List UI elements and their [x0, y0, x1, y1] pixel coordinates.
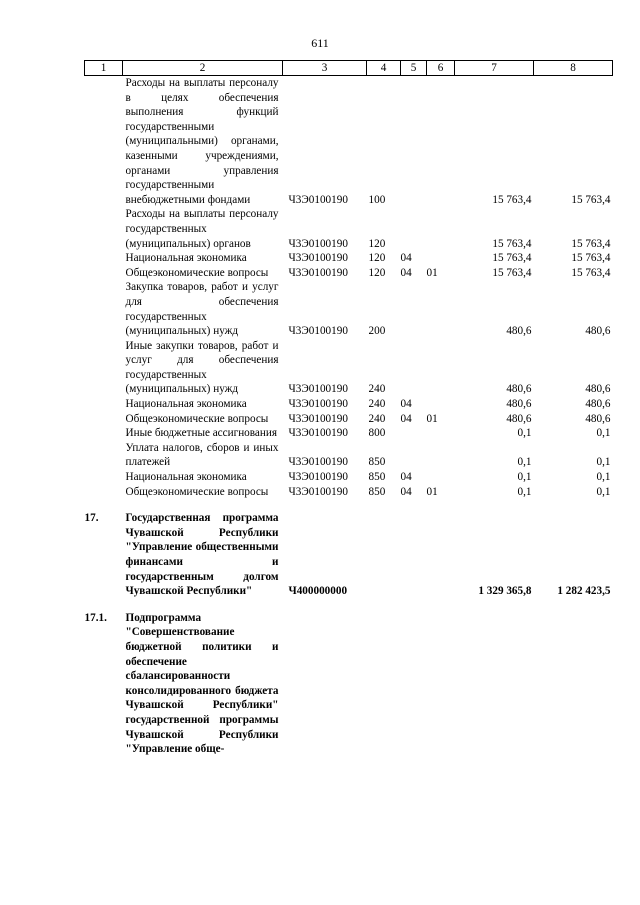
row-code: Ч3Э0100190	[288, 471, 348, 484]
row-sum-2: 15 763,4	[571, 266, 611, 279]
row-podr	[427, 397, 455, 412]
row-sum-2: 15 763,4	[571, 252, 611, 265]
row-name: Национальная экономика	[125, 471, 247, 484]
row-podr	[427, 511, 455, 599]
row-vr: 850	[368, 471, 386, 484]
row-podr: 01	[426, 266, 438, 279]
row-razd: 04	[400, 266, 412, 279]
row-name: Иные бюджетные ассигнования	[125, 427, 277, 440]
table-row	[85, 280, 613, 338]
row-code: Ч3Э0100190	[288, 485, 348, 498]
row-sum-2: 15 763,4	[571, 193, 611, 206]
row-vr: 120	[368, 237, 386, 250]
row-name: Общеэкономические вопросы	[125, 266, 269, 279]
table-row	[85, 76, 613, 208]
row-sum-2: 15 763,4	[571, 237, 611, 250]
table-row	[85, 412, 613, 427]
row-razd: 04	[400, 485, 412, 498]
row-spacer	[85, 499, 613, 511]
row-sum-1: 15 763,4	[492, 266, 532, 279]
row-razd: 04	[400, 252, 412, 265]
row-sum-1: 0,1	[517, 471, 532, 484]
row-sum-2: 0,1	[596, 485, 611, 498]
table-row	[85, 441, 613, 470]
row-podr	[427, 280, 455, 338]
row-name: Подпрограмма "Совершенствование бюджетной политики и обеспечение сбалансированности консолидированного бюджета Чувашской Республики" государственной программы Чувашской Республики "Управление обще-	[125, 611, 279, 756]
row-sum-1: 480,6	[506, 398, 532, 411]
row-sum-1: 15 763,4	[492, 252, 532, 265]
row-vr: 240	[368, 412, 386, 425]
row-vr: 100	[368, 193, 386, 206]
row-podr: 01	[426, 485, 438, 498]
row-name: Общеэкономические вопросы	[125, 485, 269, 498]
row-razd	[401, 611, 427, 757]
row-name: Государственная программа Чувашской Республики "Управление общественными финансами и государственным долгом Чувашской Республики"	[125, 512, 279, 598]
row-razd	[401, 280, 427, 338]
row-sum-2	[534, 611, 613, 757]
row-sum-1: 0,1	[517, 427, 532, 440]
row-sum-1: 1 329 365,8	[478, 585, 532, 598]
header-col-5: 5	[401, 61, 427, 76]
row-code: Ч3Э0100190	[288, 398, 348, 411]
row-podr	[427, 76, 455, 208]
row-number	[85, 251, 123, 266]
row-name: Национальная экономика	[125, 252, 247, 265]
row-podr: 01	[426, 412, 438, 425]
row-code: Ч3Э0100190	[288, 427, 348, 440]
row-number	[85, 339, 123, 397]
row-razd: 04	[400, 412, 412, 425]
row-number	[85, 470, 123, 485]
row-number	[85, 397, 123, 412]
row-code: Ч3Э0100190	[288, 237, 348, 250]
row-podr	[427, 470, 455, 485]
row-number: 17.1.	[84, 611, 107, 624]
row-razd: 04	[400, 471, 412, 484]
row-razd	[401, 441, 427, 470]
table-row	[85, 207, 613, 251]
row-code	[283, 611, 367, 757]
row-code: Ч3Э0100190	[288, 325, 348, 338]
row-number	[85, 412, 123, 427]
row-razd	[401, 426, 427, 441]
header-col-8: 8	[534, 61, 613, 76]
header-col-4: 4	[367, 61, 401, 76]
row-podr	[427, 339, 455, 397]
row-name: Общеэкономические вопросы	[125, 412, 269, 425]
row-sum-1: 480,6	[506, 383, 532, 396]
row-sum-2: 480,6	[585, 383, 611, 396]
row-sum-2: 1 282 423,5	[557, 585, 611, 598]
row-number	[85, 485, 123, 500]
table-row	[85, 470, 613, 485]
row-number: 17.	[84, 512, 99, 525]
row-razd	[401, 511, 427, 599]
row-sum-2: 480,6	[585, 398, 611, 411]
row-vr: 850	[368, 456, 386, 469]
row-code: Ч3Э0100190	[288, 193, 348, 206]
row-podr	[427, 207, 455, 251]
page-number: 611	[311, 36, 329, 50]
row-code: Ч3Э0100190	[288, 266, 348, 279]
row-name: Закупка товаров, работ и услуг для обеспечения государственных (муниципальных) нужд	[125, 281, 279, 338]
table-row	[85, 266, 613, 281]
row-razd	[401, 207, 427, 251]
table-row	[85, 397, 613, 412]
row-code: Ч3Э0100190	[288, 252, 348, 265]
row-sum-2: 0,1	[596, 456, 611, 469]
row-sum-2: 480,6	[585, 412, 611, 425]
row-podr	[427, 426, 455, 441]
header-col-6: 6	[427, 61, 455, 76]
row-number	[85, 76, 123, 208]
budget-table	[84, 60, 613, 757]
header-col-2: 2	[123, 61, 283, 76]
row-vr	[367, 511, 401, 599]
row-vr: 120	[368, 252, 386, 265]
row-sum-1	[455, 611, 534, 757]
row-vr: 120	[368, 266, 386, 279]
row-name: Расходы на выплаты персоналу государственных (муниципальных) органов	[125, 208, 279, 250]
row-podr	[427, 251, 455, 266]
row-vr: 200	[368, 325, 386, 338]
row-sum-2: 480,6	[585, 325, 611, 338]
row-sum-1: 480,6	[506, 412, 532, 425]
row-name: Национальная экономика	[125, 398, 247, 411]
row-podr	[427, 441, 455, 470]
row-code: Ч3Э0100190	[288, 456, 348, 469]
table-row	[85, 426, 613, 441]
table-row	[85, 511, 613, 599]
row-name: Иные закупки товаров, работ и услуг для обеспечения государственных (муниципальных) нужд	[125, 339, 279, 396]
row-vr: 850	[368, 485, 386, 498]
row-sum-2: 0,1	[596, 427, 611, 440]
row-vr: 240	[368, 383, 386, 396]
row-name: Расходы на выплаты персоналу в целях обеспечения выполнения функций государственными (муниципальными) органами, казенными учреждениями, органами управления государственными внебюджетными фондами	[125, 77, 279, 206]
row-sum-2: 0,1	[596, 471, 611, 484]
row-number	[85, 207, 123, 251]
row-vr	[367, 611, 401, 757]
header-col-1: 1	[85, 61, 123, 76]
row-spacer	[85, 599, 613, 611]
row-sum-1: 480,6	[506, 325, 532, 338]
row-code: Ч3Э0100190	[288, 412, 348, 425]
row-number	[85, 426, 123, 441]
table-row	[85, 251, 613, 266]
row-number	[85, 266, 123, 281]
row-name: Уплата налогов, сборов и иных платежей	[125, 441, 279, 469]
row-sum-1: 15 763,4	[492, 193, 532, 206]
row-vr: 240	[368, 398, 386, 411]
row-razd	[401, 76, 427, 208]
header-col-3: 3	[283, 61, 367, 76]
row-code: Ч400000000	[288, 585, 348, 598]
row-code: Ч3Э0100190	[288, 383, 348, 396]
table-row	[85, 611, 613, 757]
row-number	[85, 441, 123, 470]
row-razd	[401, 339, 427, 397]
row-sum-1: 0,1	[517, 456, 532, 469]
row-sum-1: 15 763,4	[492, 237, 532, 250]
row-podr	[427, 611, 455, 757]
header-row	[85, 61, 613, 76]
header-col-7: 7	[455, 61, 534, 76]
row-number	[85, 280, 123, 338]
row-vr: 800	[368, 427, 386, 440]
row-razd: 04	[400, 398, 412, 411]
row-sum-1: 0,1	[517, 485, 532, 498]
table-row	[85, 485, 613, 500]
table-row	[85, 339, 613, 397]
